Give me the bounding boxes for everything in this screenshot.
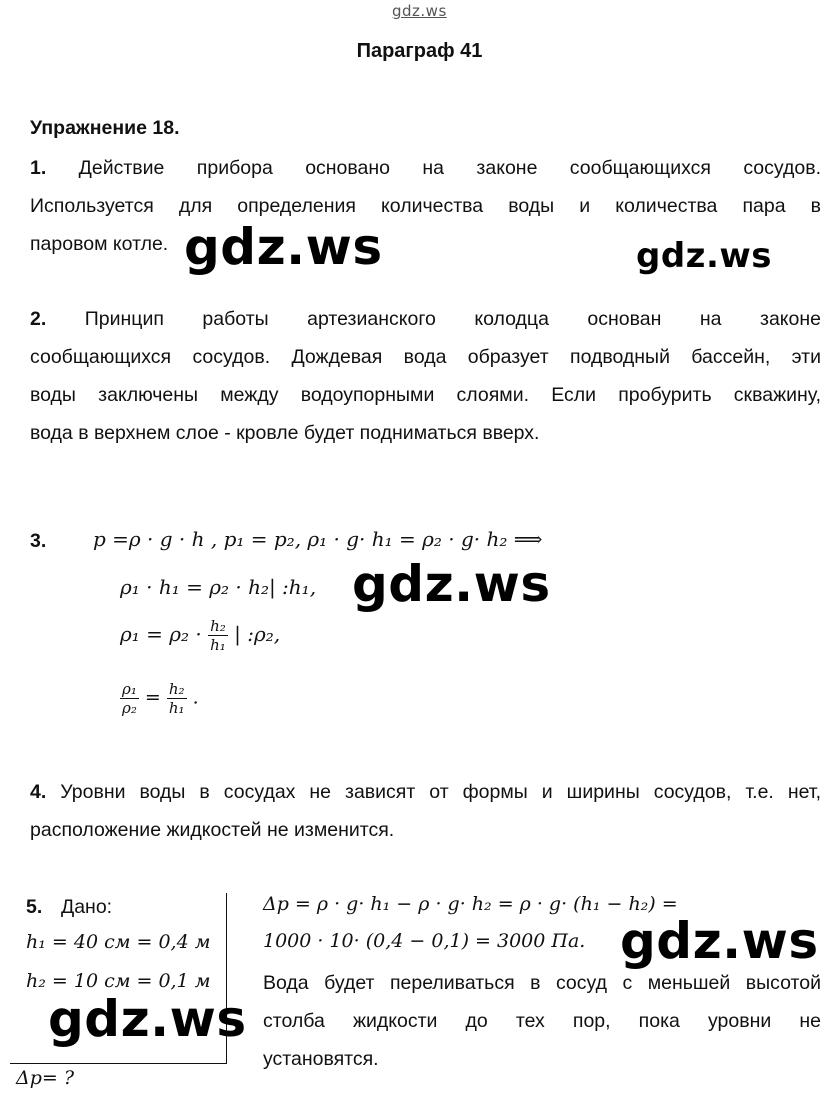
watermark-2: gdz.ws <box>636 236 773 276</box>
page-title: Параграф 41 <box>356 40 483 62</box>
answer-5-number: 5. <box>26 896 43 918</box>
equation-4-denominator-right: h₁ <box>168 699 185 717</box>
watermark-3: gdz.ws <box>352 555 551 613</box>
equation-4-period: . <box>192 686 199 709</box>
equation-4 <box>120 680 199 717</box>
answer-1-line-2: Используется для определения количества воды и количества пара в <box>30 195 821 217</box>
solution-line-1: Δp = ρ · g· h₁ − ρ · g· h₂ = ρ · g· (h₁ − h₂) = <box>263 893 678 915</box>
given-divider-horizontal <box>10 1063 227 1064</box>
equation-4-denominator-left: ρ₂ <box>122 699 137 717</box>
answer-4-line-1: Уровни воды в сосудах не зависят от формы и ширины сосудов, т.е. нет, <box>60 781 821 803</box>
equation-3 <box>120 617 280 654</box>
equation-3-left: ρ₁ = ρ₂ · <box>120 622 202 646</box>
answer-4-line-2: расположение жидкостей не изменится. <box>30 819 395 841</box>
answer-2-line-4: вода в верхнем слое - кровле будет подниматься вверх. <box>30 422 540 444</box>
equation-4-numerator-left: ρ₁ <box>122 680 137 698</box>
answer-2 <box>30 300 821 452</box>
answer-2-line-1: Принцип работы артезианского колодца основан на законе <box>84 308 822 330</box>
equation-3-denominator: h₁ <box>210 636 226 654</box>
equation-4-fraction-right <box>167 680 187 717</box>
equation-4-equals: = <box>144 686 161 709</box>
find-delta-p: Δp= ? <box>16 1067 75 1089</box>
given-h2: h₂ = 10 см = 0,1 м <box>26 970 211 992</box>
equation-3-fraction <box>208 617 228 654</box>
equation-3-right: | :ρ₂, <box>234 622 281 646</box>
watermark-1: gdz.ws <box>184 218 383 276</box>
answer-2-line-3: воды заключены между водоупорными слоями. Если пробурить скважину, <box>30 384 821 406</box>
watermark-5: gdz.ws <box>48 990 247 1048</box>
solution-text <box>263 964 821 1078</box>
answer-1-number: 1. <box>30 157 47 179</box>
solution-line-2: 1000 · 10· (0,4 − 0,1) = 3000 Па. <box>263 930 586 952</box>
answer-4 <box>30 773 821 849</box>
watermark-4: gdz.ws <box>620 912 819 970</box>
given-label: Дано: <box>61 896 113 918</box>
answer-4-number: 4. <box>30 781 47 803</box>
equation-4-numerator-right: h₂ <box>168 680 185 698</box>
exercise-heading: Упражнение 18. <box>30 117 180 139</box>
solution-text-line-3: установятся. <box>263 1048 379 1070</box>
equation-3-numerator: h₂ <box>210 617 226 635</box>
answer-2-number: 2. <box>30 308 47 330</box>
answer-3-number: 3. <box>30 530 47 552</box>
answer-1-line-3: паровом котле. <box>30 233 169 255</box>
equation-1: p =ρ · g · h , p₁ = p₂, ρ₁ · g· h₁ = ρ₂ · g· h₂ ⟹ <box>93 527 543 551</box>
solution-text-line-1: Вода будет переливаться в сосуд с меньшей высотой <box>263 972 821 994</box>
equation-2: ρ₁ · h₁ = ρ₂ · h₂| :h₁, <box>120 575 317 599</box>
given-h1: h₁ = 40 см = 0,4 м <box>26 931 211 953</box>
equation-4-fraction-left <box>120 680 139 717</box>
answer-2-line-2: сообщающихся сосудов. Дождевая вода образует подводный бассейн, эти <box>30 346 821 368</box>
watermark-top: gdz.ws <box>392 2 447 20</box>
answer-1-line-1: Действие прибора основано на законе сообщающихся сосудов. <box>78 157 821 179</box>
solution-text-line-2: столба жидкости до тех пор, пока уровни не <box>263 1010 821 1032</box>
